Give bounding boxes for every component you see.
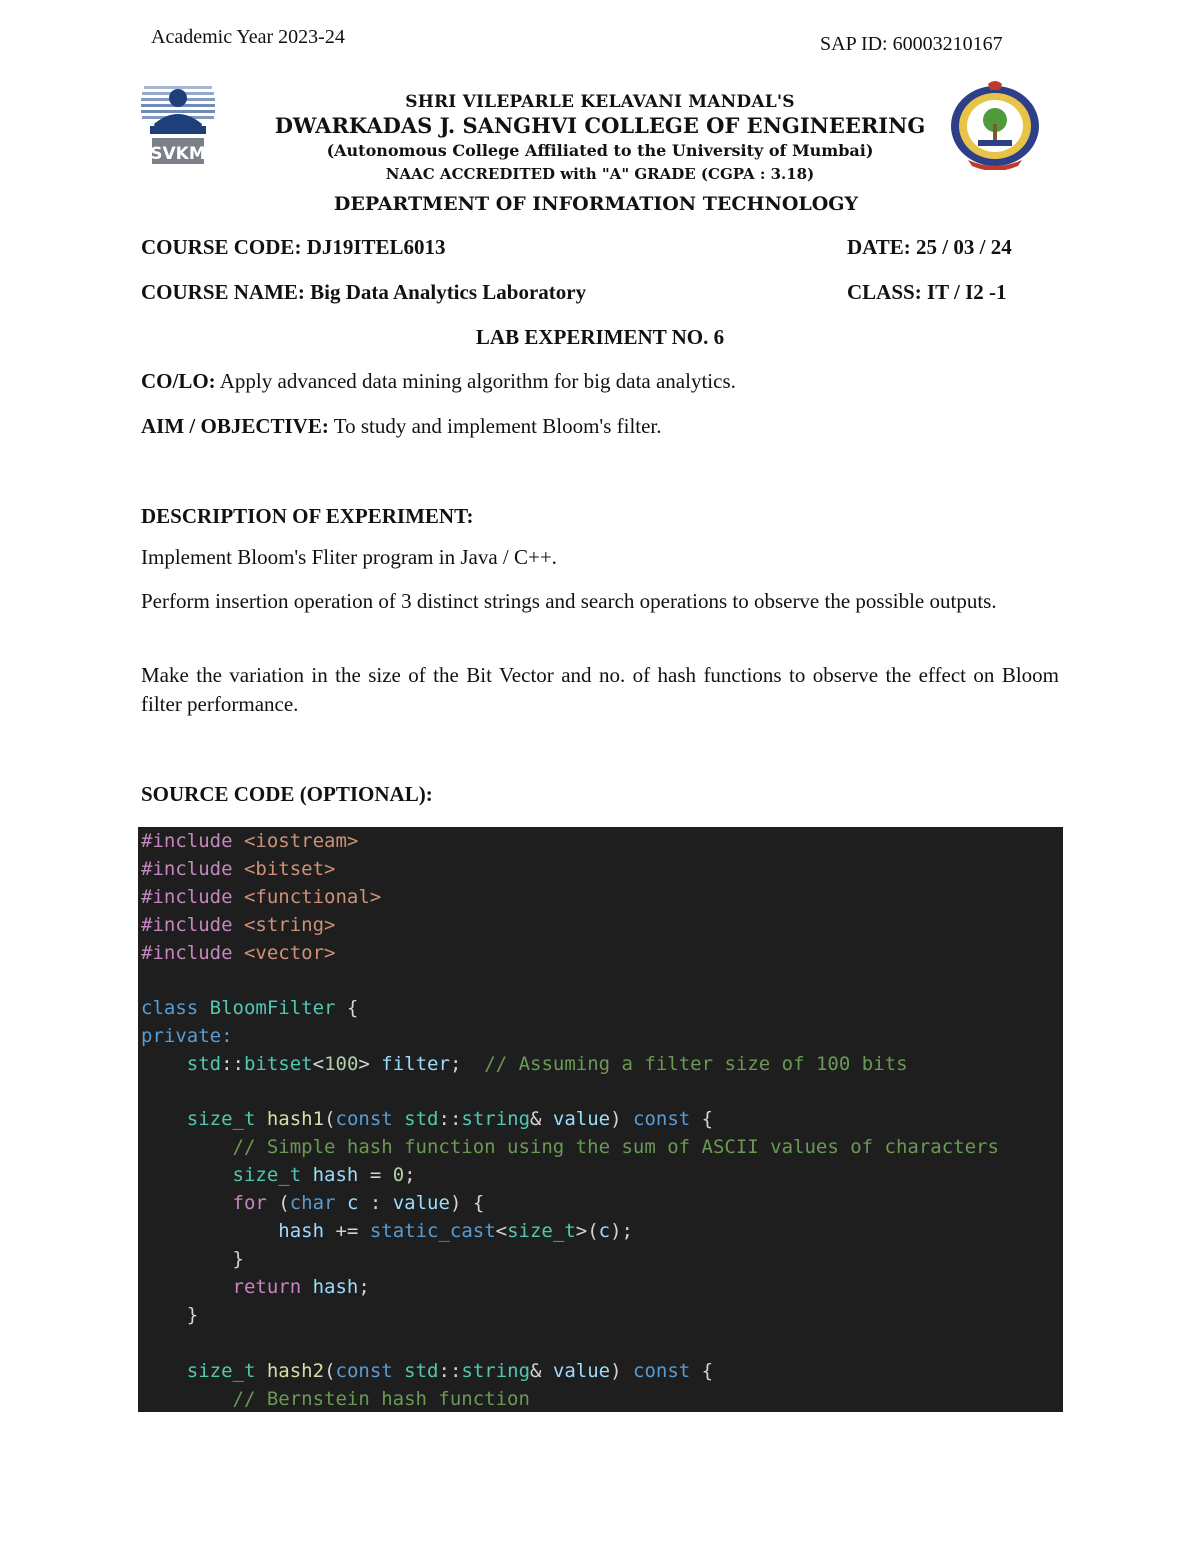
course-code: COURSE CODE: DJ19ITEL6013	[141, 235, 446, 259]
code-line: #include <vector>	[141, 942, 336, 964]
institution-line1: SHRI VILEPARLE KELAVANI MANDAL'S	[405, 92, 795, 112]
code-line: for (char c : value) {	[232, 1192, 485, 1214]
date: DATE: 25 / 03 / 24	[847, 235, 1012, 259]
class: CLASS: IT / I2 -1	[847, 280, 1007, 304]
description-line-1: Implement Bloom's Fliter program in Java / C++.	[141, 545, 557, 569]
sap-id: SAP ID: 60003210167	[820, 33, 1003, 55]
code-line: hash += static_cast<size_t>(c);	[278, 1220, 633, 1242]
institution-name: DWARKADAS J. SANGHVI COLLEGE OF ENGINEERING	[274, 113, 926, 138]
code-line: size_t hash2(const std::string& value) const {	[186, 1360, 714, 1382]
code-line: #include <string>	[141, 914, 336, 936]
code-line: }	[141, 1304, 199, 1326]
aim-objective: AIM / OBJECTIVE: To study and implement Bloom's filter.	[141, 414, 662, 438]
academic-year: Academic Year 2023-24	[151, 26, 345, 48]
institution-accreditation: NAAC ACCREDITED with "A" GRADE (CGPA : 3.18)	[385, 165, 815, 183]
code-line: size_t hash = 0;	[232, 1164, 416, 1186]
code-line: // Simple hash function using the sum of ASCII values of characters	[232, 1136, 999, 1158]
experiment-title: LAB EXPERIMENT NO. 6	[475, 325, 725, 349]
code-line: std::bitset<100> filter; // Assuming a filter size of 100 bits	[186, 1053, 908, 1075]
institution-affiliation: (Autonomous College Affiliated to the University of Mumbai)	[326, 141, 874, 160]
description-heading: DESCRIPTION OF EXPERIMENT:	[141, 504, 474, 528]
code-line: #include <iostream>	[141, 830, 359, 852]
department-name: DEPARTMENT OF INFORMATION TECHNOLOGY	[333, 193, 859, 215]
description-line-2: Perform insertion operation of 3 distinct strings and search operations to observe the possible outputs.	[141, 589, 997, 613]
code-line: // Bernstein hash function	[232, 1388, 530, 1410]
source-code-block	[138, 827, 1063, 1412]
svkm-logo-text: SVKM	[150, 144, 206, 164]
code-line: #include <functional>	[141, 886, 382, 908]
code-line: class BloomFilter {	[141, 997, 359, 1019]
code-line: #include <bitset>	[141, 858, 336, 880]
source-code-heading: SOURCE CODE (OPTIONAL):	[141, 782, 433, 806]
code-line: size_t hash1(const std::string& value) const {	[186, 1108, 714, 1130]
co-lo: CO/LO: Apply advanced data mining algorithm for big data analytics.	[141, 369, 736, 393]
code-line: }	[141, 1248, 244, 1270]
description-line-3: Make the variation in the size of the Bit Vector and no. of hash functions to observe the effect on Bloom filter performance.	[141, 663, 1059, 716]
course-name: COURSE NAME: Big Data Analytics Laboratory	[141, 280, 587, 304]
code-line: return hash;	[232, 1276, 370, 1298]
code-line: private:	[141, 1025, 233, 1047]
